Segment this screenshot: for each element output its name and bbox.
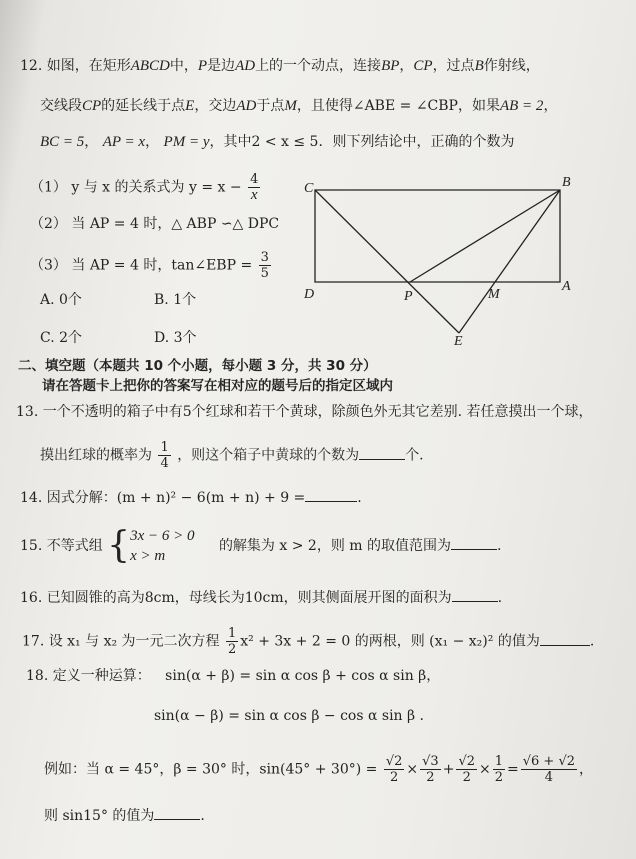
- q12-figure: [300, 170, 600, 345]
- q12-option-b: B. 1个: [154, 292, 197, 308]
- inequality-system: 3x − 6 > 0 x > m: [130, 528, 195, 564]
- fraction: $\frac{1}{2}$: [227, 626, 237, 657]
- fraction: $\frac{1}{4}$: [160, 440, 169, 471]
- q18-example: 例如：当 α = 45°，β = 30° 时，sin(45° + 30°) = $\frac{√2}{2}$ × $\frac{√3}{2}$ + $\frac{√2}{2}$ × $\frac{1}{2}$ = $\frac{√6 + √2}{4}$ ，: [44, 754, 594, 785]
- q18-formula-1: sin(α + β) = sin α cos β + cos α sin β，: [165, 668, 441, 684]
- section-title: 二、填空题（本题共 10 个小题，每小题 3 分，共 30 分）: [18, 358, 377, 374]
- q12-option-c: C. 2个: [40, 330, 83, 346]
- label-p: P: [404, 289, 413, 304]
- rectangle-abcd: [315, 190, 560, 282]
- fraction: $\frac{√2}{2}$: [385, 754, 403, 785]
- fraction: $\frac{√3}{2}$: [422, 754, 439, 785]
- brace: {: [107, 525, 131, 566]
- q18-ask: 则 sin15° 的值为 .: [44, 808, 205, 824]
- q12-line3: BC = 5， AP = x， PM = y，其中2 < x ≤ 5．则下列结论中，正确的个数为: [40, 134, 515, 150]
- q12-option-d: D. 3个: [154, 330, 197, 346]
- q13-line2: 摸出红球的概率为 $\frac{1}{4}$ ，则这个箱子中黄球的个数为 个.: [40, 440, 424, 471]
- q12-statement-1: （1） y 与 x 的关系式为 y = x − $\frac{4}{x}$: [30, 172, 259, 203]
- answer-blank: [359, 459, 405, 460]
- label-b: B: [562, 175, 571, 190]
- q18-intro: 18. 定义一种运算： sin(α + β) = sin α cos β + cos α sin β，: [26, 668, 441, 684]
- q12-line2: 交线段CP的延长线于点E，交边AD于点M，且使得∠ABE = ∠CBP，如果AB = 2，: [40, 98, 558, 114]
- q14: 14. 因式分解：(m + n)² − 6(m + n) + 9 = .: [20, 490, 362, 506]
- fraction: $\frac{3}{5}$: [260, 250, 269, 281]
- q12-statement-3: （3） 当 AP = 4 时，tan∠EBP = $\frac{3}{5}$: [30, 250, 269, 281]
- segment-ce: [315, 190, 459, 333]
- q13-line1: 13. 一个不透明的箱子中有5个红球和若干个黄球，除颜色外无其它差别. 若任意摸出一个球，: [16, 404, 593, 420]
- label-m: M: [488, 287, 500, 302]
- fraction: $\frac{√6 + √2}{4}$: [522, 754, 576, 785]
- q17: 17. 设 x₁ 与 x₂ 为一元二次方程 $\frac{1}{2}$ x² + 3x + 2 = 0 的两根，则 (x₁ − x₂)² 的值为 .: [22, 626, 595, 657]
- section-note: 请在答题卡上把你的答案写在相对应的题号后的指定区域内: [42, 378, 393, 394]
- segment-be: [459, 190, 560, 333]
- q12-option-a: A. 0个: [40, 292, 82, 308]
- fraction: $\frac{4}{x}$: [250, 172, 259, 203]
- q12-number: 12.: [20, 58, 43, 74]
- answer-blank: [305, 501, 357, 502]
- fraction: $\frac{√2}{2}$: [458, 754, 475, 785]
- label-a: A: [562, 279, 571, 294]
- q16: 16. 已知圆锥的高为8cm，母线长为10cm，则其侧面展开图的面积为 .: [20, 590, 503, 606]
- answer-blank: [452, 601, 498, 602]
- answer-blank: [451, 549, 497, 550]
- q18-formula-2: sin(α − β) = sin α cos β − cos α sin β .: [154, 708, 425, 724]
- answer-blank: [154, 819, 200, 820]
- q12-line1: 12. 如图，在矩形ABCD中，P是边AD上的一个动点，连接BP，CP，过点B作射线，: [20, 58, 540, 74]
- label-d: D: [304, 287, 315, 302]
- fraction: $\frac{1}{2}$: [494, 754, 504, 785]
- answer-blank: [540, 645, 590, 646]
- label-e: E: [454, 334, 463, 345]
- q12-statement-2: （2） 当 AP = 4 时，△ ABP ∽△ DPC: [30, 216, 280, 232]
- label-c: C: [304, 181, 314, 196]
- q15: 15. 不等式组 { 3x − 6 > 0 x > m 的解集为 x > 2，则 m 的取值范围为 .: [20, 525, 502, 566]
- segment-bp: [410, 190, 560, 282]
